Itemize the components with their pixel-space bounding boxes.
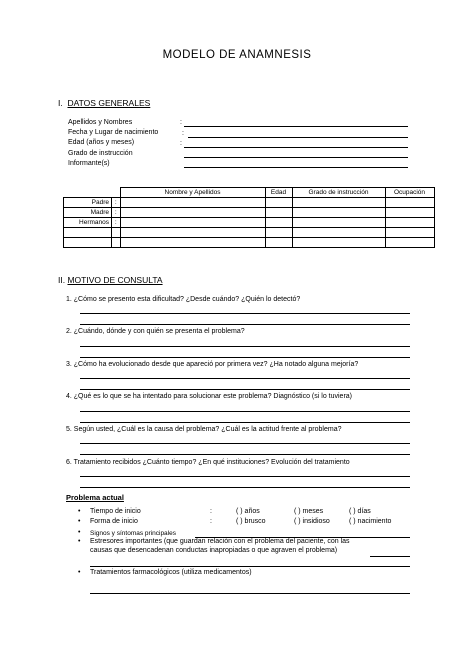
- row-colon: [112, 238, 121, 248]
- cell-edad[interactable]: [265, 208, 292, 218]
- cell-edad[interactable]: [265, 198, 292, 208]
- section-2-title: MOTIVO DE CONSULTA: [67, 275, 163, 285]
- cell-ocupacion[interactable]: [385, 218, 434, 228]
- field-line-instruccion[interactable]: [184, 157, 408, 158]
- answer-line[interactable]: [80, 357, 410, 358]
- cell-grado[interactable]: [292, 218, 385, 228]
- page-title: MODELO DE ANAMNESIS: [162, 49, 312, 61]
- question-5: 5. Según usted, ¿Cuál es la causa del problema? ¿Cuál es la actitud frente al problema?: [66, 426, 342, 433]
- row-colon: :: [112, 208, 121, 218]
- field-label-nacimiento: Fecha y Lugar de nacimiento: [68, 129, 159, 136]
- answer-line[interactable]: [80, 313, 410, 314]
- field-line-informante[interactable]: [184, 167, 408, 168]
- question-6: 6. Tratamiento recibidos ¿Cuánto tiempo? ¿En qué instituciones? Evolución del tratamiento: [66, 459, 350, 466]
- row-colon: :: [112, 218, 121, 228]
- option-brusco[interactable]: ( ) brusco: [236, 518, 266, 525]
- section-1-heading: [58, 98, 150, 108]
- option-insidioso[interactable]: ( ) insidioso: [294, 518, 330, 525]
- bullet-icon: •: [78, 529, 81, 536]
- field-colon: :: [180, 119, 182, 126]
- family-table: [63, 187, 435, 248]
- cell-ocupacion[interactable]: [385, 228, 434, 238]
- forma-label: Forma de inicio: [90, 518, 138, 525]
- cell-ocupacion[interactable]: [385, 238, 434, 248]
- answer-line[interactable]: [80, 476, 410, 477]
- field-line-edad[interactable]: [184, 147, 408, 148]
- cell-edad[interactable]: [265, 238, 292, 248]
- row-label: [64, 228, 112, 238]
- answer-line[interactable]: [80, 422, 410, 423]
- row-colon: :: [112, 198, 121, 208]
- answer-line[interactable]: [80, 324, 410, 325]
- table-header: Ocupación: [385, 188, 434, 198]
- cell-ocupacion[interactable]: [385, 208, 434, 218]
- problema-actual-heading: Problema actual: [66, 493, 124, 502]
- field-label-instruccion: Grado de instrucción: [68, 150, 133, 157]
- row-label: Padre: [64, 198, 112, 208]
- field-line-nacimiento[interactable]: [188, 137, 408, 138]
- field-label-edad: Edad (años y meses): [68, 139, 135, 146]
- section-1-number: I.: [58, 98, 63, 108]
- cell-grado[interactable]: [292, 228, 385, 238]
- question-4: 4. ¿Qué es lo que se ha intentado para solucionar este problema? Diagnóstico (si lo tuviera): [66, 393, 352, 400]
- answer-line[interactable]: [80, 346, 410, 347]
- option-nacimiento[interactable]: ( ) nacimiento: [349, 518, 392, 525]
- forma-colon: :: [210, 518, 212, 525]
- table-row: [64, 238, 435, 248]
- cell-nombre[interactable]: [120, 198, 265, 208]
- estresores-line[interactable]: [90, 566, 410, 567]
- cell-grado[interactable]: [292, 238, 385, 248]
- bullet-icon: •: [78, 538, 81, 545]
- section-2-number: II.: [58, 275, 66, 285]
- cell-nombre[interactable]: [120, 218, 265, 228]
- row-label: Madre: [64, 208, 112, 218]
- tratamientos-label: Tratamientos farmacológicos (utiliza medicamentos): [90, 569, 252, 576]
- cell-edad[interactable]: [265, 218, 292, 228]
- field-label-informante: Informante(s): [68, 160, 110, 167]
- estresores-label: Estresores importantes (que guardan relación con el problema del paciente, con las: [90, 538, 350, 545]
- cell-grado[interactable]: [292, 208, 385, 218]
- field-label-nombres: Apellidos y Nombres: [68, 119, 133, 126]
- table-header: Nombre y Apellidos: [120, 188, 265, 198]
- answer-line[interactable]: [80, 454, 410, 455]
- tratamientos-line[interactable]: [90, 593, 410, 594]
- bullet-icon: •: [78, 518, 81, 525]
- bullet-icon: •: [78, 508, 81, 515]
- field-line-nombres[interactable]: [184, 126, 408, 127]
- answer-line[interactable]: [80, 487, 410, 488]
- section-2-heading: [58, 275, 163, 285]
- section-1-title: DATOS GENERALES: [67, 98, 151, 108]
- cell-edad[interactable]: [265, 228, 292, 238]
- question-2: 2. ¿Cuándo, dónde y con quién se presenta el problema?: [66, 328, 245, 335]
- table-row: [64, 198, 435, 208]
- row-colon: [112, 228, 121, 238]
- option-anos[interactable]: ( ) años: [236, 508, 260, 515]
- answer-line[interactable]: [80, 378, 410, 379]
- option-dias[interactable]: ( ) días: [349, 508, 371, 515]
- field-colon: :: [182, 130, 184, 137]
- row-label: Hermanos: [64, 218, 112, 228]
- table-row: [64, 228, 435, 238]
- cell-nombre[interactable]: [120, 228, 265, 238]
- row-label: [64, 238, 112, 248]
- question-1: 1. ¿Cómo se presento esta dificultad? ¿Desde cuándo? ¿Quién lo detectó?: [66, 296, 301, 303]
- cell-grado[interactable]: [292, 198, 385, 208]
- table-header: Edad: [265, 188, 292, 198]
- cell-ocupacion[interactable]: [385, 198, 434, 208]
- tiempo-colon: :: [210, 508, 212, 515]
- cell-nombre[interactable]: [120, 208, 265, 218]
- estresores-label-cont: causas que desencadenan conductas inapropiadas o que agraven el problema): [90, 547, 338, 554]
- table-header: Grado de instrucción: [292, 188, 385, 198]
- estresores-line[interactable]: [370, 556, 410, 557]
- tiempo-label: Tiempo de inicio: [90, 508, 141, 515]
- table-row: [64, 208, 435, 218]
- table-header-row: [64, 188, 435, 198]
- bullet-icon: •: [78, 569, 81, 576]
- answer-line[interactable]: [80, 411, 410, 412]
- option-meses[interactable]: ( ) meses: [294, 508, 324, 515]
- signos-label: Signos y síntomas principales: [90, 530, 176, 537]
- table-row: [64, 218, 435, 228]
- answer-line[interactable]: [80, 443, 410, 444]
- answer-line[interactable]: [80, 389, 410, 390]
- question-3: 3. ¿Cómo ha evolucionado desde que apareció por primera vez? ¿Ha notado alguna mejoría?: [66, 361, 359, 368]
- field-colon: :: [180, 140, 182, 147]
- cell-nombre[interactable]: [120, 238, 265, 248]
